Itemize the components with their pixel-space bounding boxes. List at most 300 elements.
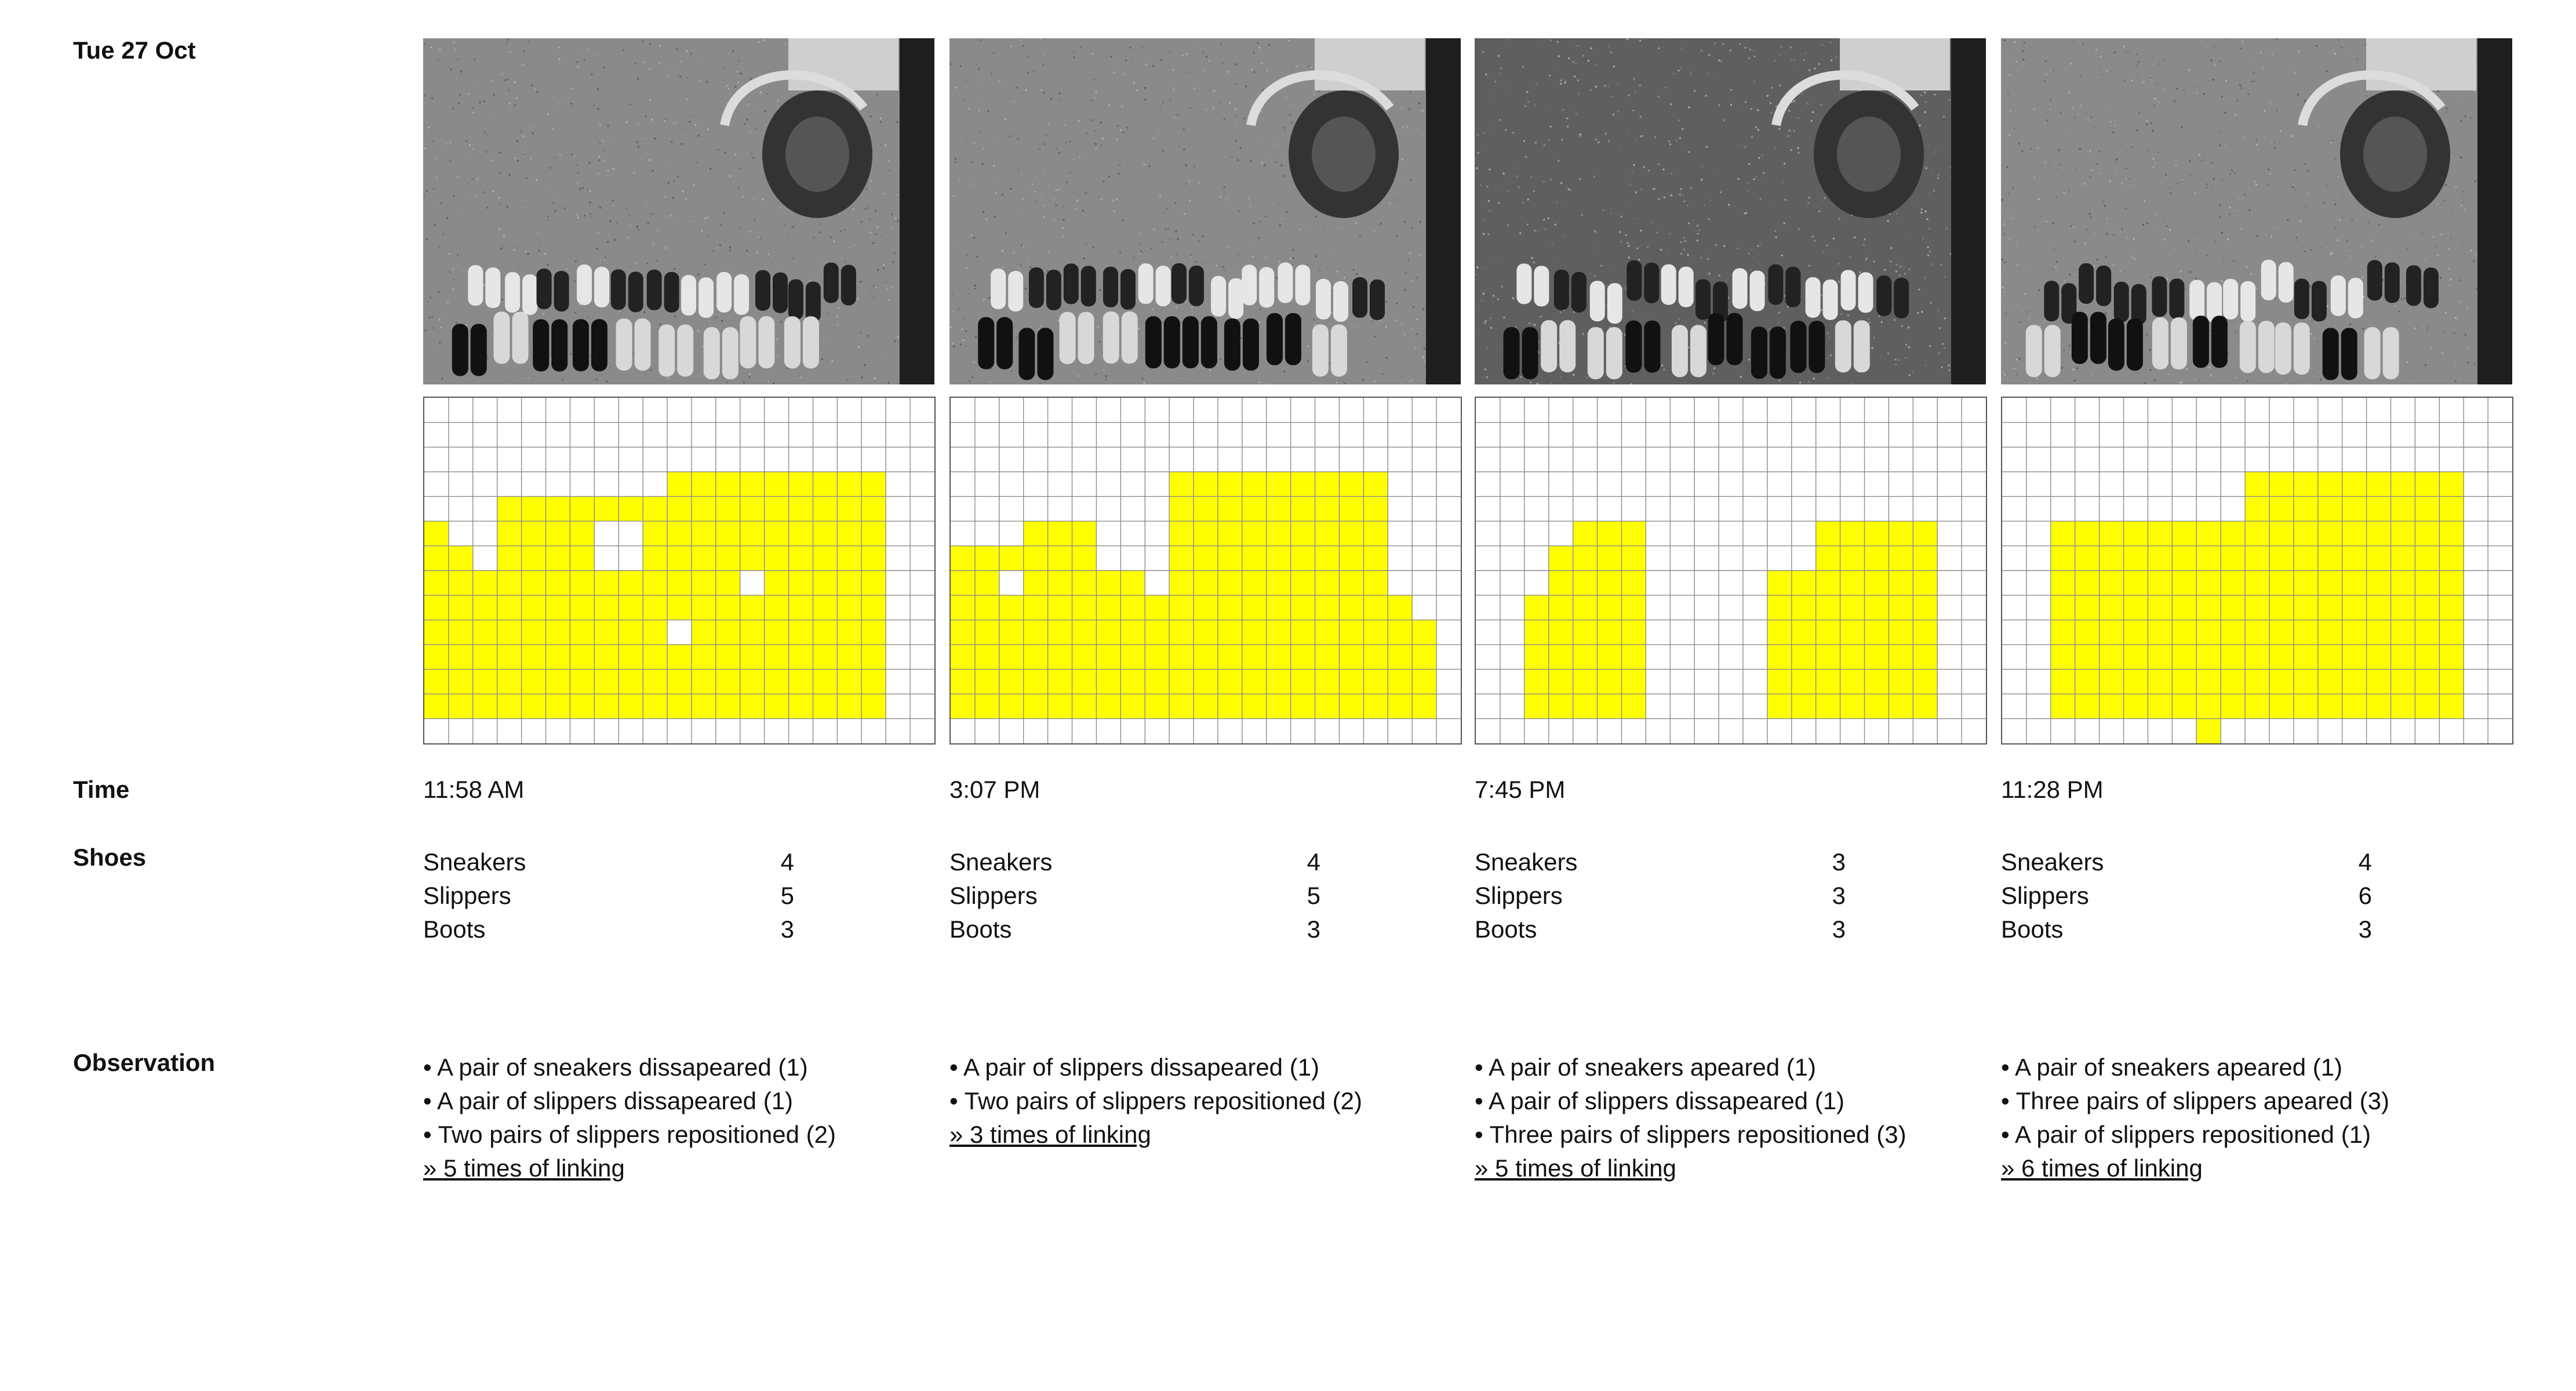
occupied-cell	[2221, 521, 2245, 546]
occupied-cell	[789, 694, 813, 719]
occupied-cell	[1120, 669, 1145, 694]
occupied-cell	[1840, 546, 1865, 571]
occupied-cell	[2391, 595, 2415, 620]
occupied-cell	[2221, 645, 2245, 670]
occupancy-grid	[423, 397, 936, 744]
occupied-cell	[424, 595, 449, 620]
occupied-cell	[1291, 595, 1315, 620]
occupied-cell	[2148, 571, 2172, 595]
occupied-cell	[546, 595, 570, 620]
occupied-cell	[449, 546, 473, 571]
occupied-cell	[1573, 669, 1598, 694]
occupied-cell	[1145, 669, 1169, 694]
occupied-cell	[1218, 620, 1242, 645]
occupied-cell	[2051, 645, 2075, 670]
occupied-cell	[2318, 694, 2342, 719]
observation-item: • Three pairs of slippers repositioned (3)	[1475, 1121, 1906, 1148]
occupied-cell	[2439, 620, 2464, 645]
occupied-cell	[497, 595, 522, 620]
occupied-cell	[692, 496, 716, 521]
occupied-cell	[2221, 620, 2245, 645]
occupied-cell	[522, 669, 546, 694]
occupied-cell	[1363, 669, 1388, 694]
occupied-cell	[740, 694, 765, 719]
occupied-cell	[2051, 595, 2075, 620]
occupied-cell	[837, 669, 861, 694]
occupied-cell	[1598, 669, 1622, 694]
occupied-cell	[740, 620, 765, 645]
occupied-cell	[1792, 645, 1816, 670]
occupied-cell	[1816, 571, 1840, 595]
occupied-cell	[449, 571, 473, 595]
shoe-count: 6	[2358, 882, 2372, 909]
occupied-cell	[667, 595, 692, 620]
occupied-cell	[1573, 521, 1598, 546]
occupied-cell	[1864, 521, 1889, 546]
occupied-cell	[999, 694, 1024, 719]
occupied-cell	[2294, 620, 2318, 645]
occupied-cell	[546, 645, 570, 670]
occupied-cell	[497, 546, 522, 571]
occupied-cell	[1218, 595, 1242, 620]
occupied-cell	[975, 620, 999, 645]
occupied-cell	[716, 546, 740, 571]
occupied-cell	[951, 546, 975, 571]
occupied-cell	[1120, 694, 1145, 719]
occupied-cell	[473, 620, 497, 645]
occupied-cell	[1194, 496, 1218, 521]
occupied-cell	[667, 645, 692, 670]
occupied-cell	[2051, 620, 2075, 645]
occupied-cell	[522, 620, 546, 645]
occupied-cell	[2075, 546, 2100, 571]
shoe-type: Slippers	[2001, 882, 2089, 909]
occupied-cell	[2294, 521, 2318, 546]
occupied-cell	[740, 496, 765, 521]
occupied-cell	[1621, 546, 1646, 571]
occupied-cell	[975, 669, 999, 694]
shoe-row-sneakers	[949, 845, 1320, 879]
shoe-count: 3	[780, 916, 794, 943]
occupied-cell	[1291, 571, 1315, 595]
occupied-cell	[1315, 496, 1340, 521]
occupied-cell	[1864, 669, 1889, 694]
occupied-cell	[1267, 694, 1291, 719]
occupied-cell	[999, 669, 1024, 694]
occupied-cell	[2318, 595, 2342, 620]
occupied-cell	[2367, 669, 2391, 694]
shoe-count: 3	[1832, 848, 1846, 876]
occupied-cell	[2124, 645, 2148, 670]
occupied-cell	[1218, 546, 1242, 571]
occupied-cell	[837, 496, 861, 521]
occupied-cell	[1291, 496, 1315, 521]
shoe-count: 5	[1307, 882, 1320, 909]
occupied-cell	[1072, 571, 1097, 595]
occupied-cell	[1120, 595, 1145, 620]
occupied-cell	[2342, 472, 2367, 497]
shoe-row-slippers	[2001, 879, 2372, 913]
occupied-cell	[1864, 571, 1889, 595]
occupied-cell	[473, 694, 497, 719]
occupied-cell	[2051, 694, 2075, 719]
occupied-cell	[1048, 571, 1072, 595]
occupied-cell	[2269, 472, 2294, 497]
occupied-cell	[2415, 694, 2439, 719]
occupied-cell	[861, 595, 886, 620]
occupied-cell	[2051, 546, 2075, 571]
occupied-cell	[667, 546, 692, 571]
occupied-cell	[1339, 521, 1363, 546]
occupied-cell	[1388, 645, 1412, 670]
occupied-cell	[1363, 645, 1388, 670]
occupied-cell	[2391, 472, 2415, 497]
occupied-cell	[1024, 595, 1048, 620]
occupied-cell	[1218, 669, 1242, 694]
occupied-cell	[2318, 496, 2342, 521]
occupied-cell	[740, 669, 765, 694]
occupied-cell	[1816, 546, 1840, 571]
occupied-cell	[1194, 472, 1218, 497]
occupied-cell	[1339, 694, 1363, 719]
occupied-cell	[2124, 620, 2148, 645]
occupied-cell	[2148, 620, 2172, 645]
occupied-cell	[1889, 521, 1913, 546]
occupied-cell	[789, 645, 813, 670]
occupied-cell	[861, 472, 886, 497]
occupied-cell	[740, 546, 765, 571]
occupied-cell	[1621, 521, 1646, 546]
occupied-cell	[1363, 620, 1388, 645]
occupied-cell	[2172, 571, 2196, 595]
occupied-cell	[424, 571, 449, 595]
occupied-cell	[2172, 645, 2196, 670]
observation-item: • A pair of slippers repositioned (1)	[2001, 1121, 2371, 1148]
occupied-cell	[1072, 595, 1097, 620]
linking-link[interactable]: » 5 times of linking	[423, 1154, 625, 1182]
occupied-cell	[2245, 521, 2269, 546]
occupied-cell	[861, 546, 886, 571]
occupancy-grid	[2001, 397, 2513, 744]
occupied-cell	[594, 595, 618, 620]
occupied-cell	[1363, 521, 1388, 546]
occupied-cell	[1194, 620, 1218, 645]
occupied-cell	[813, 571, 837, 595]
shoe-type: Slippers	[423, 882, 511, 909]
occupied-cell	[2342, 620, 2367, 645]
occupied-cell	[2439, 595, 2464, 620]
occupied-cell	[2342, 546, 2367, 571]
occupied-cell	[1096, 669, 1120, 694]
occupied-cell	[2391, 546, 2415, 571]
occupied-cell	[1072, 645, 1097, 670]
occupied-cell	[716, 669, 740, 694]
occupied-cell	[2269, 694, 2294, 719]
occupied-cell	[424, 521, 449, 546]
occupied-cell	[2100, 571, 2124, 595]
observation-list	[1475, 1051, 1996, 1185]
occupied-cell	[2439, 472, 2464, 497]
occupied-cell	[861, 620, 886, 645]
occupied-cell	[570, 620, 594, 645]
occupied-cell	[1767, 645, 1792, 670]
occupied-cell	[1315, 595, 1340, 620]
occupied-cell	[2075, 645, 2100, 670]
occupied-cell	[2196, 694, 2221, 719]
occupied-cell	[2318, 571, 2342, 595]
occupied-cell	[2318, 669, 2342, 694]
occupied-cell	[837, 645, 861, 670]
occupied-cell	[1048, 521, 1072, 546]
observation-list	[949, 1051, 1471, 1152]
occupied-cell	[1267, 620, 1291, 645]
occupied-cell	[2342, 645, 2367, 670]
occupied-cell	[1573, 546, 1598, 571]
occupied-cell	[2391, 571, 2415, 595]
observation-item: • A pair of slippers dissapeared (1)	[949, 1054, 1320, 1081]
occupied-cell	[424, 620, 449, 645]
occupied-cell	[1024, 620, 1048, 645]
occupied-cell	[765, 669, 789, 694]
occupied-cell	[667, 669, 692, 694]
occupied-cell	[2367, 595, 2391, 620]
occupied-cell	[1621, 595, 1646, 620]
shoe-count: 4	[780, 848, 794, 876]
occupied-cell	[1339, 571, 1363, 595]
occupied-cell	[1889, 669, 1913, 694]
occupied-cell	[643, 496, 667, 521]
occupied-cell	[2100, 669, 2124, 694]
occupied-cell	[1267, 595, 1291, 620]
occupied-cell	[2367, 694, 2391, 719]
observation-item: • Three pairs of slippers apeared (3)	[2001, 1087, 2389, 1114]
occupied-cell	[449, 694, 473, 719]
occupied-cell	[1072, 694, 1097, 719]
occupied-cell	[2342, 521, 2367, 546]
shoe-row-slippers	[949, 879, 1320, 913]
observation-item: • A pair of slippers dissapeared (1)	[1475, 1087, 1845, 1114]
occupied-cell	[1412, 669, 1436, 694]
occupied-cell	[1864, 645, 1889, 670]
occupied-cell	[999, 620, 1024, 645]
shoe-row-boots	[949, 913, 1320, 946]
occupied-cell	[522, 546, 546, 571]
occupied-cell	[2415, 546, 2439, 571]
occupied-cell	[975, 571, 999, 595]
occupied-cell	[975, 645, 999, 670]
occupied-cell	[2172, 595, 2196, 620]
occupied-cell	[813, 620, 837, 645]
occupied-cell	[2415, 496, 2439, 521]
occupied-cell	[2439, 669, 2464, 694]
occupied-cell	[1573, 595, 1598, 620]
occupied-cell	[1388, 669, 1412, 694]
occupied-cell	[1048, 694, 1072, 719]
occupied-cell	[1194, 595, 1218, 620]
shoe-count-list	[1475, 845, 1846, 946]
occupied-cell	[2075, 521, 2100, 546]
observation-label: Observation	[73, 1049, 216, 1076]
occupancy-grid	[1475, 397, 1987, 744]
occupied-cell	[2148, 595, 2172, 620]
occupied-cell	[2367, 620, 2391, 645]
occupied-cell	[2342, 571, 2367, 595]
occupied-cell	[2124, 546, 2148, 571]
shoe-type: Sneakers	[949, 848, 1053, 876]
occupied-cell	[1913, 595, 1937, 620]
occupied-cell	[2342, 694, 2367, 719]
occupied-cell	[837, 694, 861, 719]
occupied-cell	[1549, 669, 1573, 694]
occupied-cell	[2075, 595, 2100, 620]
occupied-cell	[449, 669, 473, 694]
occupied-cell	[1218, 496, 1242, 521]
observation-item: • A pair of slippers dissapeared (1)	[423, 1087, 794, 1114]
occupied-cell	[1024, 571, 1048, 595]
occupied-cell	[1412, 645, 1436, 670]
shoe-type: Slippers	[1475, 882, 1563, 909]
occupied-cell	[1072, 546, 1097, 571]
occupied-cell	[716, 645, 740, 670]
occupied-cell	[692, 645, 716, 670]
linking-link[interactable]: » 3 times of linking	[949, 1121, 1151, 1148]
occupied-cell	[1315, 546, 1340, 571]
occupied-cell	[2148, 694, 2172, 719]
occupied-cell	[837, 521, 861, 546]
occupied-cell	[692, 546, 716, 571]
shoe-row-boots	[2001, 913, 2372, 946]
occupied-cell	[813, 645, 837, 670]
occupied-cell	[2100, 595, 2124, 620]
occupied-cell	[2342, 669, 2367, 694]
shoe-rack-photo	[1475, 38, 1986, 384]
occupied-cell	[1242, 546, 1267, 571]
occupied-cell	[2075, 669, 2100, 694]
occupied-cell	[789, 472, 813, 497]
occupied-cell	[546, 669, 570, 694]
occupied-cell	[497, 571, 522, 595]
occupied-cell	[2075, 571, 2100, 595]
occupied-cell	[1549, 571, 1573, 595]
occupied-cell	[1048, 669, 1072, 694]
occupied-cell	[522, 521, 546, 546]
occupied-cell	[2391, 620, 2415, 645]
occupied-cell	[1525, 645, 1549, 670]
occupied-cell	[1242, 521, 1267, 546]
occupied-cell	[2367, 571, 2391, 595]
occupied-cell	[975, 595, 999, 620]
occupied-cell	[1525, 595, 1549, 620]
occupied-cell	[2245, 546, 2269, 571]
occupied-cell	[1291, 694, 1315, 719]
occupied-cell	[692, 472, 716, 497]
occupied-cell	[1145, 694, 1169, 719]
occupied-cell	[1889, 546, 1913, 571]
observation-item: • Two pairs of slippers repositioned (2)	[949, 1087, 1362, 1114]
occupied-cell	[1218, 521, 1242, 546]
occupied-cell	[1145, 620, 1169, 645]
occupied-cell	[1816, 669, 1840, 694]
occupied-cell	[2342, 496, 2367, 521]
occupied-cell	[2221, 694, 2245, 719]
occupied-cell	[1242, 645, 1267, 670]
occupied-cell	[667, 496, 692, 521]
occupied-cell	[1598, 694, 1622, 719]
occupied-cell	[1363, 472, 1388, 497]
occupied-cell	[813, 595, 837, 620]
occupied-cell	[2148, 546, 2172, 571]
occupied-cell	[522, 595, 546, 620]
occupied-cell	[643, 595, 667, 620]
occupied-cell	[813, 521, 837, 546]
occupied-cell	[861, 571, 886, 595]
shoe-row-sneakers	[2001, 845, 2372, 879]
occupied-cell	[2051, 571, 2075, 595]
occupied-cell	[1864, 620, 1889, 645]
occupied-cell	[1889, 571, 1913, 595]
occupied-cell	[1048, 595, 1072, 620]
occupied-cell	[2245, 620, 2269, 645]
date-heading: Tue 27 Oct	[73, 37, 196, 64]
occupied-cell	[1363, 694, 1388, 719]
occupied-cell	[999, 645, 1024, 670]
occupied-cell	[2367, 546, 2391, 571]
occupied-cell	[765, 472, 789, 497]
occupied-cell	[667, 521, 692, 546]
occupied-cell	[2269, 645, 2294, 670]
occupied-cell	[1363, 496, 1388, 521]
occupied-cell	[1549, 645, 1573, 670]
occupied-cell	[1072, 620, 1097, 645]
occupied-cell	[643, 620, 667, 645]
occupied-cell	[692, 694, 716, 719]
occupied-cell	[789, 496, 813, 521]
occupied-cell	[1816, 595, 1840, 620]
occupied-cell	[1913, 669, 1937, 694]
occupied-cell	[1598, 645, 1622, 670]
occupied-cell	[1242, 496, 1267, 521]
occupied-cell	[1194, 645, 1218, 670]
occupied-cell	[1339, 546, 1363, 571]
occupied-cell	[716, 571, 740, 595]
shoe-row-slippers	[423, 879, 794, 913]
shoe-count-list	[949, 845, 1320, 946]
occupied-cell	[1291, 620, 1315, 645]
occupied-cell	[2391, 645, 2415, 670]
occupied-cell	[2221, 546, 2245, 571]
occupied-cell	[1242, 669, 1267, 694]
occupied-cell	[1120, 571, 1145, 595]
occupied-cell	[570, 645, 594, 670]
occupied-cell	[2415, 571, 2439, 595]
occupied-cell	[2439, 694, 2464, 719]
linking-link[interactable]: » 6 times of linking	[2001, 1154, 2203, 1182]
occupied-cell	[2391, 521, 2415, 546]
occupied-cell	[570, 521, 594, 546]
occupied-cell	[1339, 620, 1363, 645]
occupied-cell	[1549, 694, 1573, 719]
occupied-cell	[594, 669, 618, 694]
occupied-cell	[1048, 620, 1072, 645]
linking-link[interactable]: » 5 times of linking	[1475, 1154, 1676, 1182]
shoe-count-list	[2001, 845, 2372, 946]
occupied-cell	[1291, 472, 1315, 497]
occupied-cell	[1024, 694, 1048, 719]
occupied-cell	[692, 669, 716, 694]
occupied-cell	[861, 496, 886, 521]
occupied-cell	[2124, 571, 2148, 595]
occupied-cell	[1315, 472, 1340, 497]
